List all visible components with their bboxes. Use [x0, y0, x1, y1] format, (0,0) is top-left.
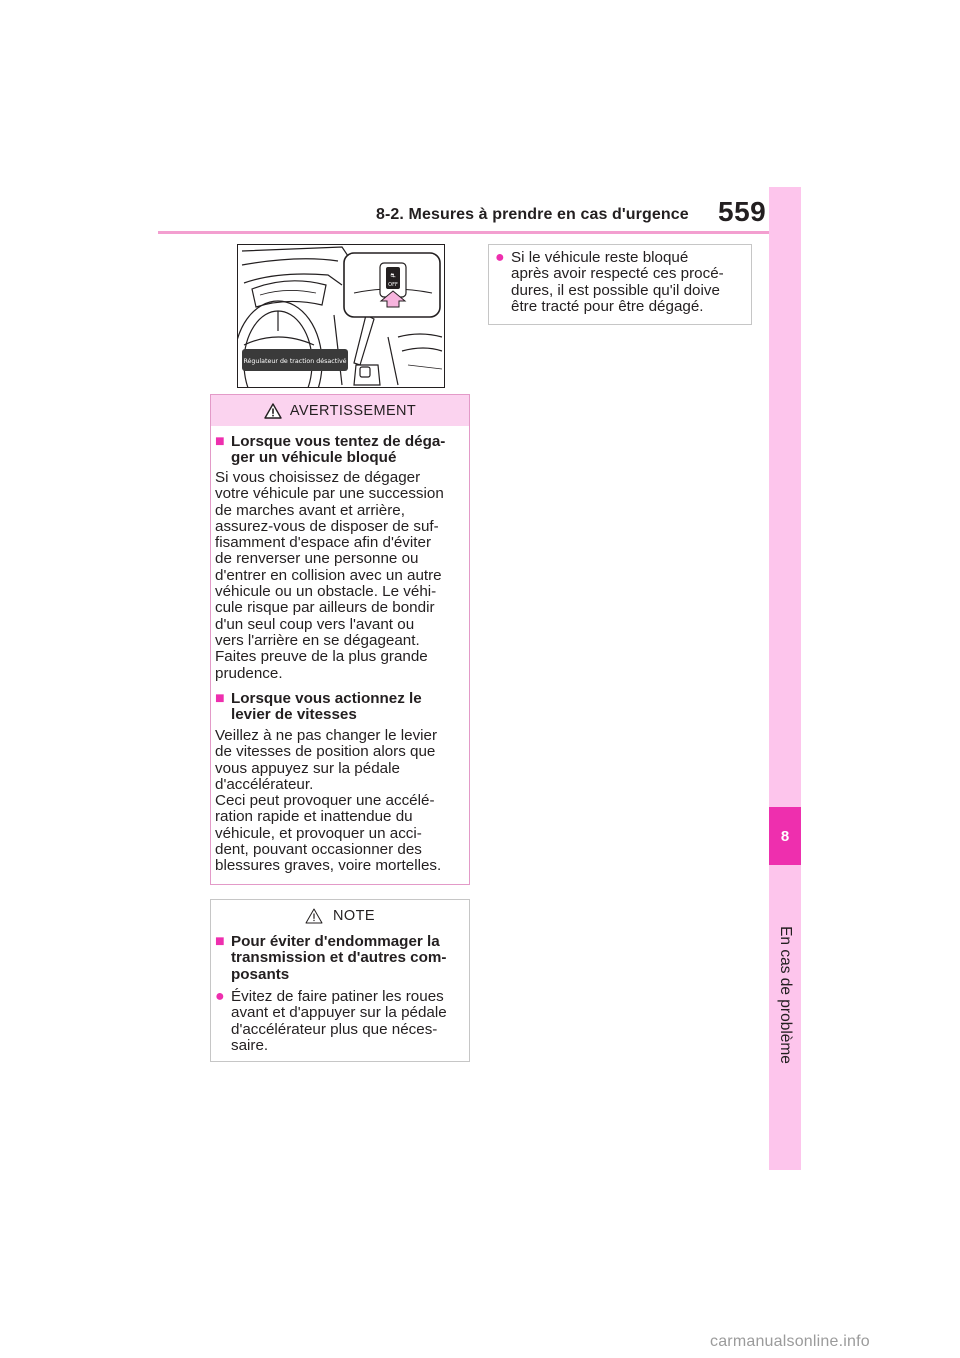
body-line: Veillez à ne pas changer le levier — [215, 727, 438, 744]
title-line: ger un véhicule bloqué — [231, 449, 397, 467]
warning-triangle-icon — [264, 403, 282, 419]
warning-header — [211, 395, 469, 426]
body-line: ration rapide et inattendue du — [215, 808, 413, 826]
body-line: d'un seul coup vers l'avant ou — [215, 615, 415, 633]
body-line: de vitesses de position alors que — [215, 743, 436, 761]
body-line: avant et d'appuyer sur la pédale — [231, 1004, 447, 1022]
body-line: dures, il est possible qu'il doive — [511, 281, 720, 299]
towing-note-box — [488, 244, 752, 325]
body-line: dent, pouvant occasionner des — [215, 841, 422, 859]
chapter-label-wrap — [742, 890, 828, 1100]
caution-triangle-icon — [305, 908, 323, 924]
dashboard-illustration — [237, 244, 445, 388]
page-number: 559 — [718, 196, 767, 227]
body-line: fisamment d'espace afin d'éviter — [215, 534, 431, 552]
dashboard-drawing — [238, 245, 444, 387]
title-line: Lorsque vous actionnez le — [231, 690, 422, 707]
square-bullet-icon: ■ — [215, 933, 225, 950]
body-line: Si vous choisissez de dégager — [215, 469, 421, 486]
note-heading: NOTE — [333, 907, 375, 924]
body-line: blessures graves, voire mortelles. — [215, 857, 442, 875]
body-line: d'accélérateur. — [215, 775, 314, 793]
warning-section-2-body — [215, 728, 441, 875]
body-line: vers l'arrière en se dégageant. — [215, 631, 420, 649]
chapter-label: En cas de problème — [777, 926, 794, 1064]
body-line: véhicule ou un obstacle. Le véhi- — [215, 583, 437, 601]
body-line: de renverser une personne ou — [215, 550, 419, 568]
body-line: après avoir respecté ces procé- — [511, 265, 724, 283]
body-line: saire. — [231, 1036, 269, 1054]
warning-heading: AVERTISSEMENT — [289, 402, 417, 419]
round-bullet-icon: ● — [215, 988, 225, 1005]
chapter-number: 8 — [780, 827, 790, 845]
traction-label: Régulateur de traction désactivé — [243, 358, 347, 365]
body-line: assurez-vous de disposer de suf- — [215, 517, 439, 535]
body-line: d'entrer en collision avec un autre — [215, 566, 442, 584]
title-line: levier de vitesses — [231, 706, 357, 724]
chapter-number-box — [769, 807, 801, 865]
note-box — [210, 899, 470, 1062]
title-line: Lorsque vous tentez de déga- — [231, 433, 446, 450]
svg-text:⛐: ⛐ — [390, 272, 396, 279]
square-bullet-icon: ■ — [215, 433, 225, 450]
body-line: cule risque par ailleurs de bondir — [215, 599, 435, 617]
square-bullet-icon: ■ — [215, 690, 225, 707]
section-title: 8-2. Mesures à prendre en cas d'urgence — [376, 206, 689, 223]
body-line: Si le véhicule reste bloqué — [511, 249, 689, 266]
warning-section-1-body — [215, 470, 444, 682]
svg-text:OFF: OFF — [388, 282, 398, 288]
watermark-text: carmanualsonline.info — [710, 1333, 870, 1350]
header-rule — [158, 231, 770, 234]
body-line: vous appuyez sur la pédale — [215, 759, 400, 777]
round-bullet-icon: ● — [495, 249, 505, 266]
body-line: Faites preuve de la plus grande — [215, 648, 428, 666]
title-line: posants — [231, 965, 290, 983]
body-line: de marches avant et arrière, — [215, 501, 405, 519]
title-line: Pour éviter d'endommager la — [231, 933, 440, 950]
body-line: votre véhicule par une succession — [215, 485, 444, 503]
title-line: transmission et d'autres com- — [231, 949, 447, 967]
body-line: Évitez de faire patiner les roues — [231, 988, 444, 1005]
body-line: prudence. — [215, 664, 283, 682]
note-header — [211, 900, 469, 931]
body-line: être tracté pour être dégagé. — [511, 297, 704, 315]
body-line: véhicule, et provoquer un acci- — [215, 824, 422, 842]
body-line: d'accélérateur plus que néces- — [231, 1020, 438, 1038]
body-line: Ceci peut provoquer une accélé- — [215, 792, 435, 810]
warning-box — [210, 394, 470, 885]
